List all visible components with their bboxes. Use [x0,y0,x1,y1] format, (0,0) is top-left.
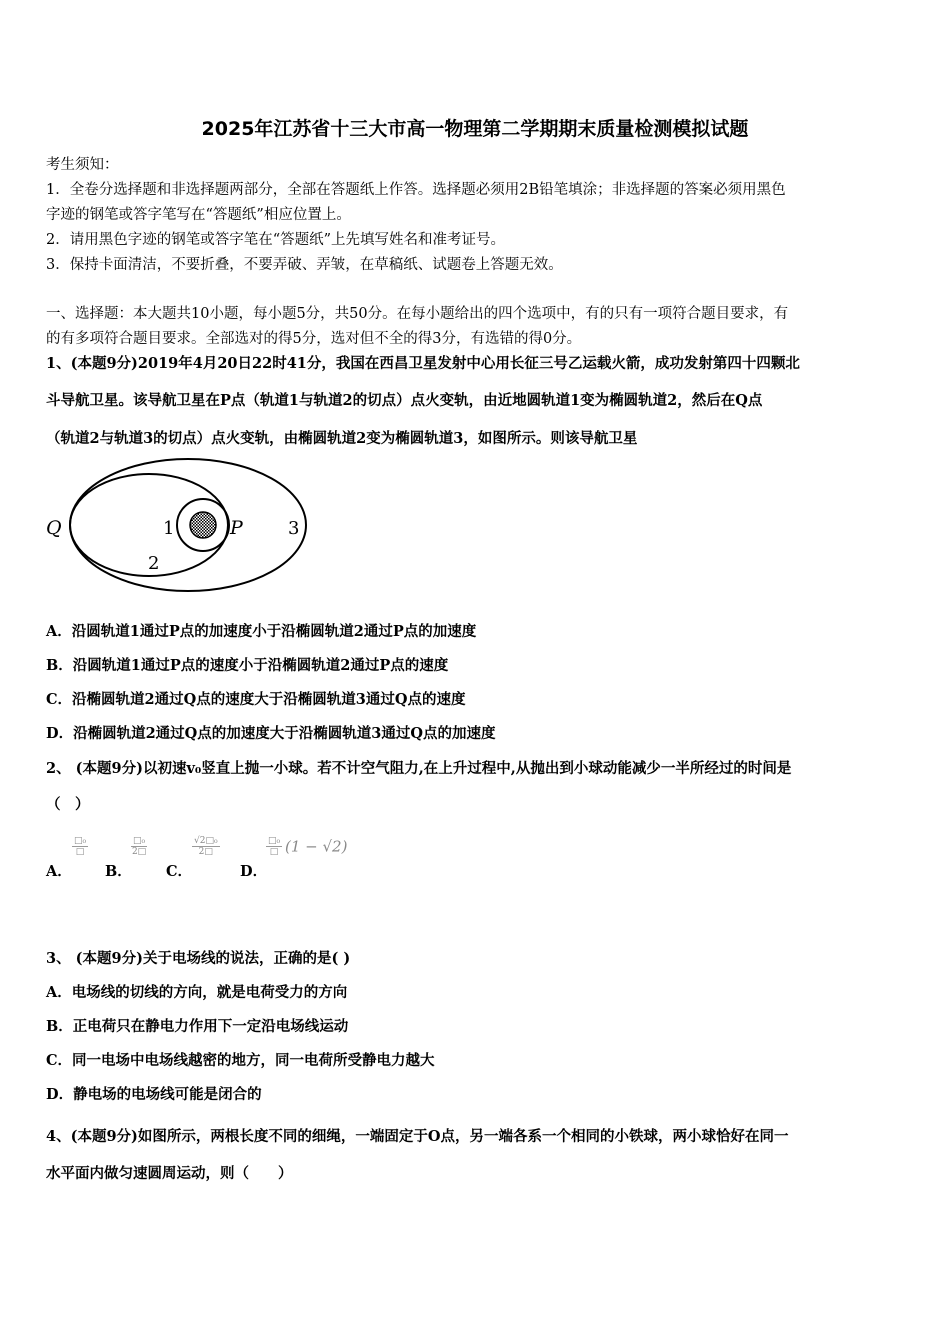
q2-fd-num: □₀ [268,836,281,846]
page-title: 2025年江苏省十三大市高一物理第二学期期末质量检测模拟试题 [201,118,749,140]
notice-item-2: 2．请用黑色字迹的钢笔或答字笔在“答题纸”上先填写姓名和准考证号。 [46,232,506,248]
label-p: P [230,517,243,539]
q2-fb-den: 2□ [131,847,147,857]
orbit-diagram [40,455,320,595]
earth-icon [190,512,216,538]
q2-formula-a [72,836,88,857]
q2-fd-tail: (1 − √2) [285,837,348,856]
q4-stem-line-1: 4、(本题9分)如图所示，两根长度不同的细绳，一端固定于O点，另一端各系一个相同的小铁球，两小球恰好在同一 [46,1128,789,1145]
notice-heading: 考生须知： [46,157,119,173]
notice-item-1b: 字迹的钢笔或答字笔写在“答题纸”相应位置上。 [46,207,351,223]
q1-option-d: D．沿椭圆轨道2通过Q点的加速度大于沿椭圆轨道3通过Q点的加速度 [46,725,496,742]
q2-fa-num: □₀ [74,836,87,846]
q3-stem: 3、 (本题9分)关于电场线的说法，正确的是( ) [46,950,351,967]
label-1: 1 [163,518,175,539]
orbit-3 [70,459,306,591]
q3-option-c: C．同一电场中电场线越密的地方，同一电荷所受静电力越大 [46,1052,435,1069]
q3-option-b: B．正电荷只在静电力作用下一定沿电场线运动 [46,1018,349,1035]
q2-stem-line-1: 2、 (本题9分)以初速v₀竖直上抛一小球。若不计空气阻力,在上升过程中,从抛出到小球动能减少一半所经过的时间是 [46,760,792,777]
q2-fd-den: □ [269,847,279,857]
q1-option-b: B．沿圆轨道1通过P点的速度小于沿椭圆轨道2通过P点的速度 [46,657,449,674]
q1-option-a: A．沿圆轨道1通过P点的加速度小于沿椭圆轨道2通过P点的加速度 [46,623,477,640]
label-2: 2 [148,553,160,574]
q2-formula-c [192,836,220,857]
q2-option-d: D． [240,863,268,880]
q2-option-b: B． [105,863,132,880]
q1-stem-line-1: 1、(本题9分)2019年4月20日22时41分，我国在西昌卫星发射中心用长征三号乙运载火箭，成功发射第四十四颗北 [46,355,800,372]
q2-formula-d [266,836,347,857]
q2-option-a: A． [46,863,72,880]
label-q: Q [46,517,62,539]
q2-fa-den: □ [75,847,85,857]
q3-option-a: A．电场线的切线的方向，就是电荷受力的方向 [46,984,348,1001]
notice-item-3: 3．保持卡面清洁，不要折叠，不要弄破、弄皱，在草稿纸、试题卷上答题无效。 [46,257,563,273]
q2-formula-b [131,836,147,857]
q2-fc-num: √2□₀ [194,836,218,846]
q1-stem-line-3: （轨道2与轨道3的切点）点火变轨，由椭圆轨道2变为椭圆轨道3，如图所示。则该导航卫星 [46,430,638,447]
q2-option-c: C． [166,863,193,880]
section-intro-line-2: 的有多项符合题目要求。全部选对的得5分，选对但不全的得3分，有选错的得0分。 [46,331,582,347]
notice-item-1a: 1．全卷分选择题和非选择题两部分，全部在答题纸上作答。选择题必须用2B铅笔填涂；非选择题的答案必须用黑色 [46,182,786,198]
q1-option-c: C．沿椭圆轨道2通过Q点的速度大于沿椭圆轨道3通过Q点的速度 [46,691,466,708]
q2-stem-line-2: （ ） [46,796,90,813]
q1-stem-line-2: 斗导航卫星。该导航卫星在P点（轨道1与轨道2的切点）点火变轨，由近地圆轨道1变为椭圆轨道2，然后在Q点 [46,392,763,409]
q4-stem-line-2: 水平面内做匀速圆周运动，则（ ） [46,1165,293,1182]
section-intro-line-1: 一、选择题：本大题共10小题，每小题5分，共50分。在每小题给出的四个选项中，有的只有一项符合题目要求，有 [46,306,789,322]
q2-fc-den: 2□ [198,847,213,857]
q2-fb-num: □₀ [133,836,146,846]
q3-option-d: D．静电场的电场线可能是闭合的 [46,1086,262,1103]
label-3: 3 [288,518,300,539]
